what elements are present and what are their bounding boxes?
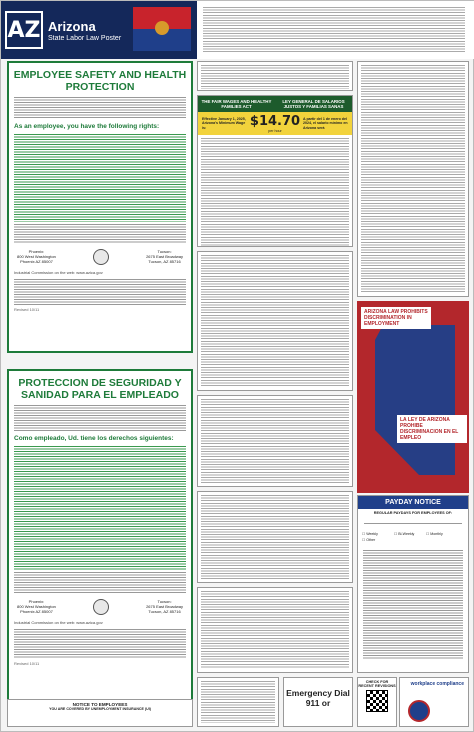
safety-panel-spanish <box>7 369 193 721</box>
poster-header <box>1 1 474 59</box>
left-column <box>7 61 193 721</box>
federal-notice-panel <box>197 1 474 59</box>
arizona-map-icon <box>375 325 455 475</box>
paid-sick-time-spanish <box>197 587 353 673</box>
safety-title-en: EMPLOYEE SAFETY AND HEALTH PROTECTION <box>13 69 187 93</box>
notice-text-block <box>203 7 465 53</box>
publisher-name: workplace compliance <box>410 681 464 687</box>
wage-banner <box>198 96 352 112</box>
qr-code-icon[interactable] <box>366 690 388 712</box>
discrimination-title-en: ARIZONA LAW PROHIBITS DISCRIMINATION IN EMPLOYMENT <box>361 307 431 329</box>
wage-title-es: LEY GENERAL DE SALARIOS JUSTOS Y FAMILIAS SANAS <box>282 99 345 109</box>
option-weekly[interactable]: ☐ Weekly <box>362 532 378 536</box>
wage-body-text <box>201 138 349 246</box>
wage-title-en: THE FAIR WAGES AND HEALTHY FAMILIES ACT <box>201 99 272 109</box>
wage-effective-en: Effective January 1, 2025, Arizona's Minimum Wage is: <box>202 116 246 130</box>
rights-list-en <box>14 134 186 222</box>
middle-column <box>197 61 353 721</box>
ui-notice-spanish <box>197 677 279 727</box>
payday-options <box>358 530 468 544</box>
wage-rate-bar <box>198 112 352 135</box>
web-contact-en: Industrial Commission on the web: www.azica.gov <box>14 270 103 275</box>
option-biweekly[interactable]: ☐ Bi-Weekly <box>394 532 415 536</box>
wage-amount: $14.70 <box>249 114 301 129</box>
payday-notice <box>357 495 469 673</box>
minimum-wage-poster <box>197 95 353 247</box>
arizona-flag-icon <box>133 7 191 51</box>
top-notice-box <box>197 61 353 91</box>
safety-panel-english <box>7 61 193 353</box>
option-monthly[interactable]: ☐ Monthly <box>426 532 443 536</box>
ui-notice <box>7 699 193 727</box>
earned-paid-sick-time <box>197 491 353 583</box>
revision-check: CHECK FOR RECENT REVISIONS <box>357 677 397 727</box>
state-abbr: AZ <box>5 11 43 49</box>
wage-unit: per hour <box>268 129 282 133</box>
emergency-box: Emergency Dial 911 or <box>283 677 353 727</box>
payday-title: PAYDAY NOTICE <box>358 496 468 509</box>
workers-comp-notice <box>197 395 353 487</box>
office-addresses-en: Phoenix: 800 West Washington Phoenix AZ 85007 Tucson: 2675 East Broadway Tucson, AZ 85716 <box>17 249 183 264</box>
discrimination-title-es: LA LEY DE ARIZONA PROHIBE DISCRIMINACION EN EL EMPLEO <box>397 415 467 443</box>
right-column <box>357 61 469 721</box>
compliance-seal-icon <box>408 700 430 722</box>
commission-seal-icon <box>93 599 109 615</box>
wage-effective-es: A partir del 1 de enero del 2024, el salario mínimo en Arizona será <box>302 116 348 130</box>
ui-notice-title: NOTICE TO EMPLOYEES <box>72 702 128 707</box>
rights-heading-es: Como empleado, Ud. tiene los derechos siguientes: <box>14 435 174 442</box>
discrimination-card <box>357 301 469 493</box>
ui-notice-sub: YOU ARE COVERED BY UNEMPLOYMENT INSURANCE (UI) <box>49 707 151 711</box>
option-other[interactable]: ☐ Other <box>362 538 376 542</box>
rights-heading-en: As an employee, you have the following rights: <box>14 123 160 130</box>
immigration-notice <box>357 61 469 297</box>
payday-subtitle: REGULAR PAYDAYS FOR EMPLOYEES OF: <box>373 511 453 515</box>
office-addresses-es: Phoenix: 800 West Washington Phoenix AZ 85007 Tucson: 2675 East Broadway Tucson, AZ 85716 <box>17 599 183 614</box>
rights-list-es <box>14 446 186 570</box>
header-banner <box>1 1 197 59</box>
revised-date-es: Revised 10/11 <box>14 661 40 666</box>
safety-title-es: PROTECCION DE SEGURIDAD Y SANIDAD PARA EL EMPLEADO <box>18 377 182 401</box>
poster-subtitle: State Labor Law Poster <box>48 34 122 42</box>
revised-date-en: Revised 10/11 <box>14 307 40 312</box>
posting-requirements-box <box>197 251 353 391</box>
publisher-box <box>399 677 469 727</box>
commission-seal-icon <box>93 249 109 265</box>
web-contact-es: Industrial Commission on the web: www.azica.gov <box>14 620 103 625</box>
state-name: Arizona <box>48 18 96 34</box>
